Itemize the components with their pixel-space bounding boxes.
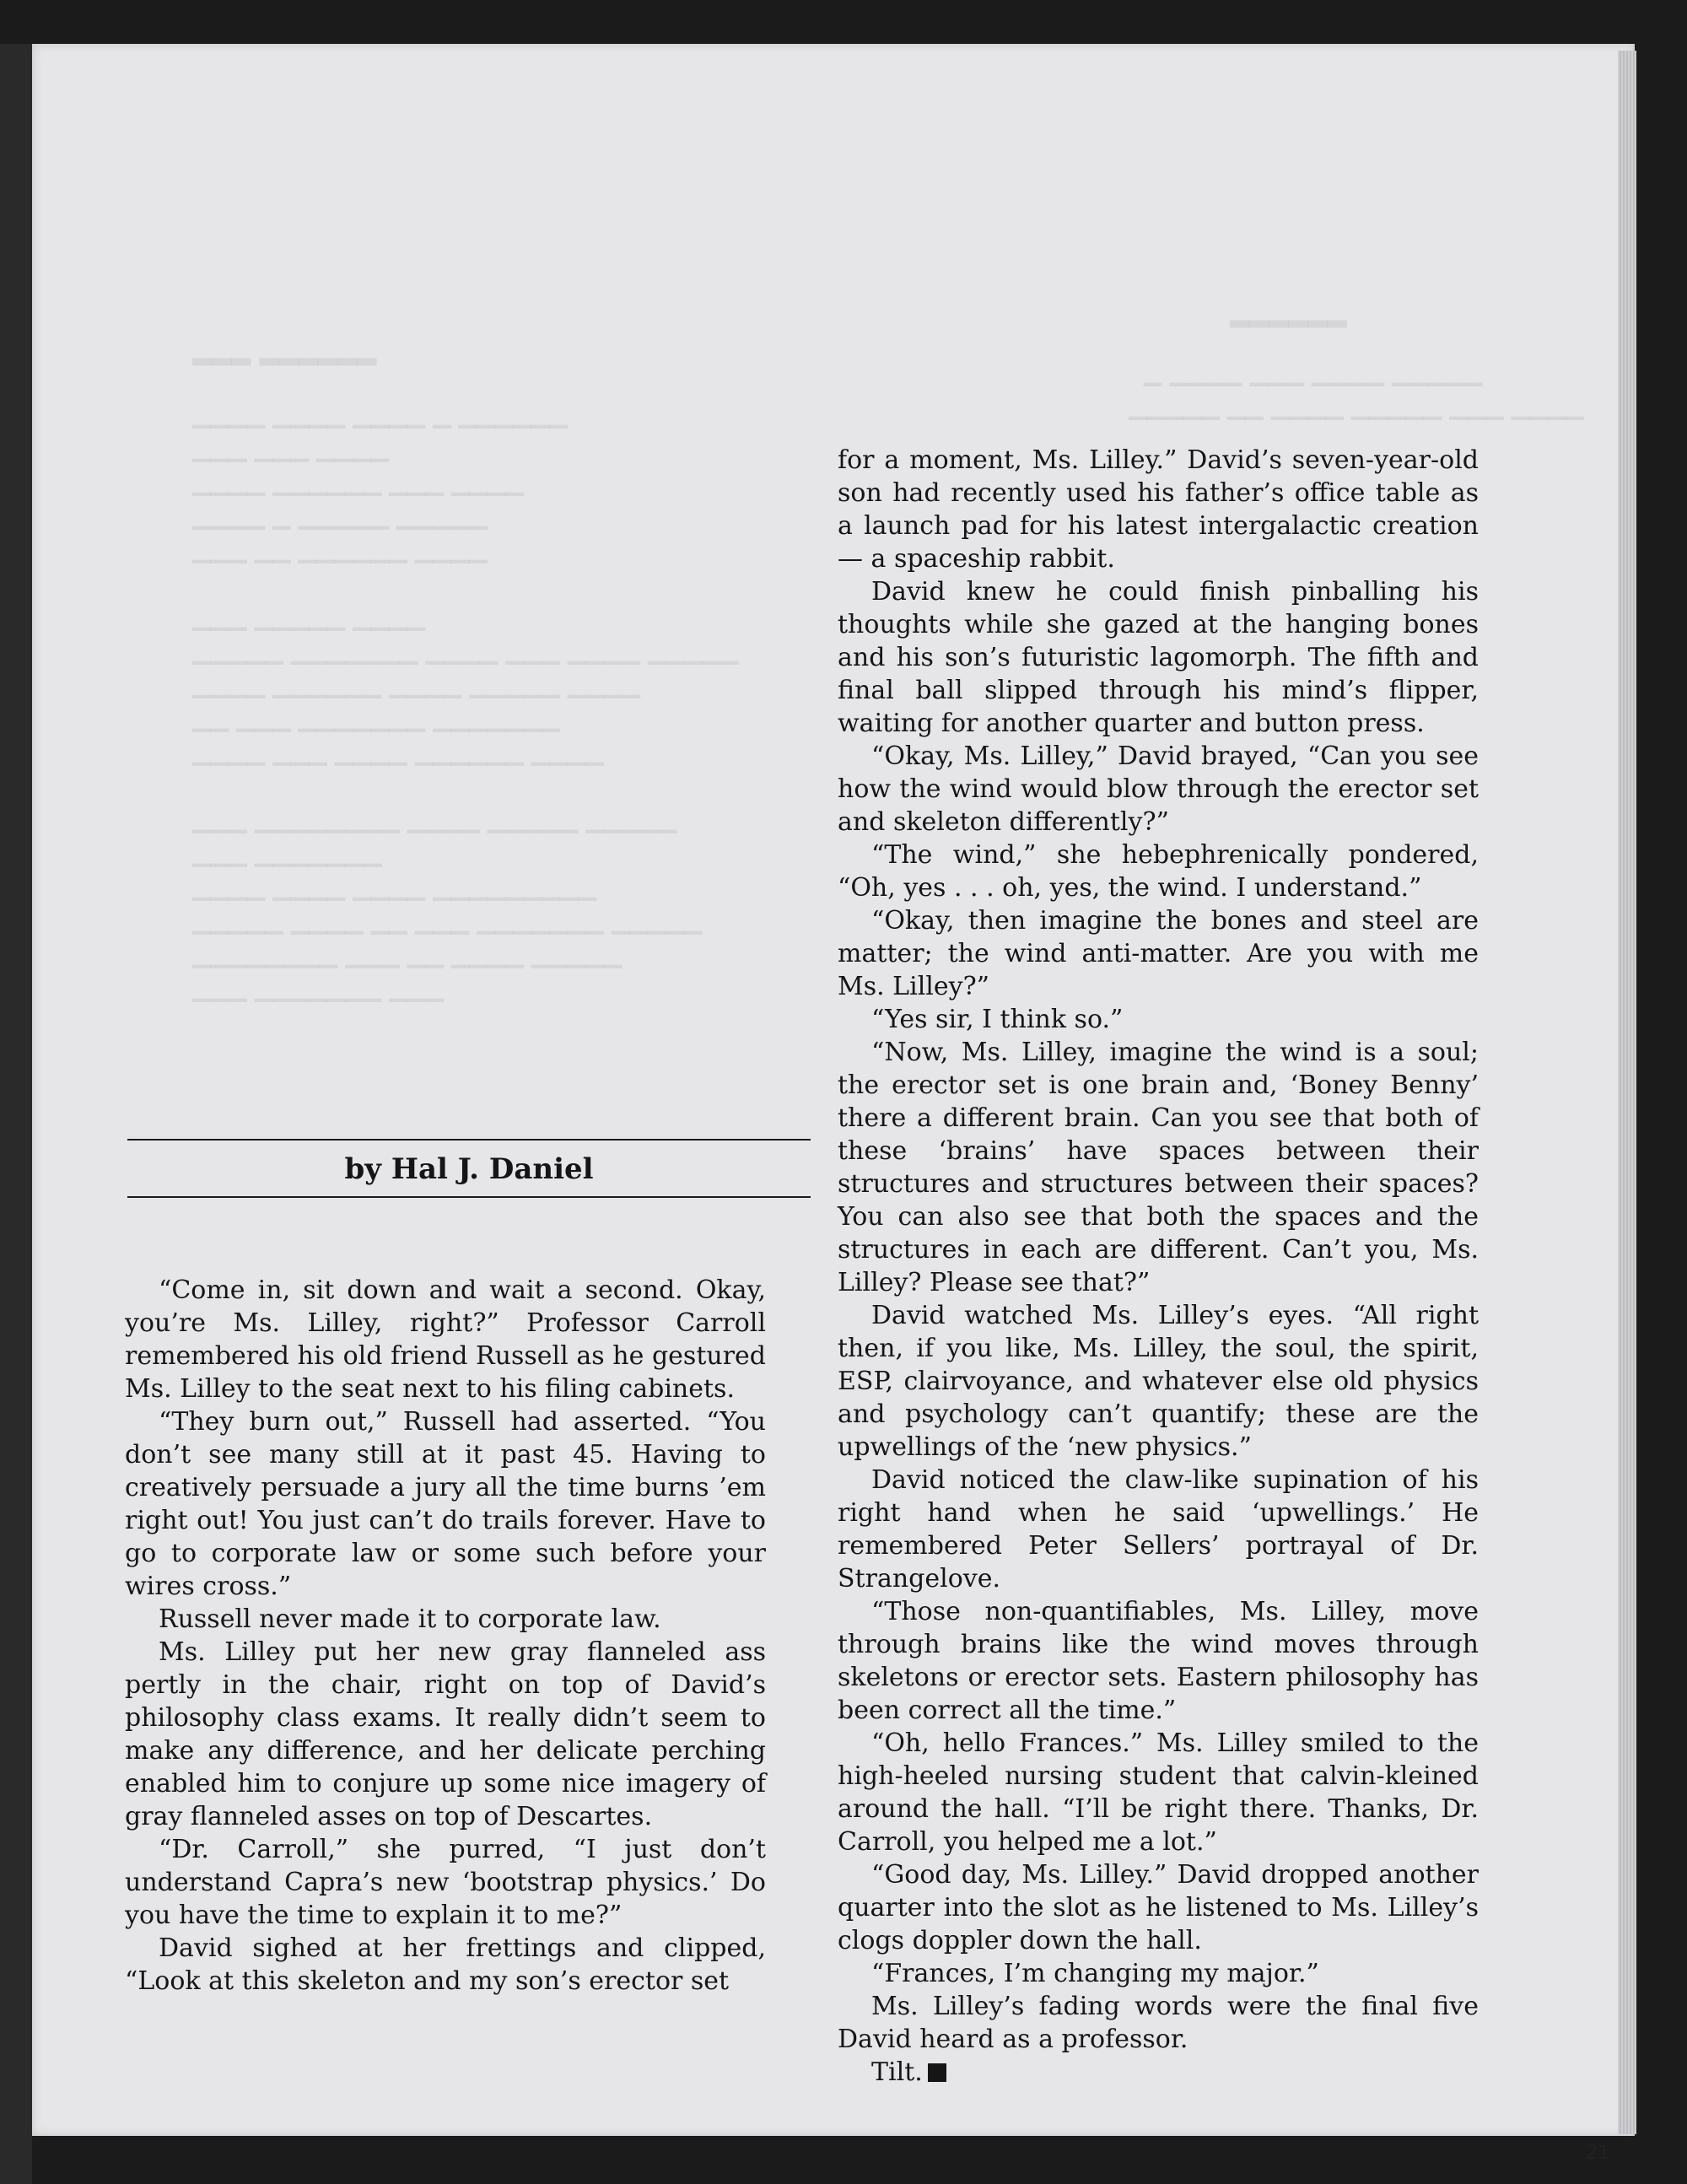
- paragraph: Ms. Lilley’s fading words were the final five David heard as a professor.: [838, 1992, 1479, 2054]
- bleed-through-text: ▁▁▁▁ ▁▁▁▁ ▁▁▁▁ ▁ ▁▁▁▁▁▁ ▁▁▁ ▁▁▁ ▁▁▁▁ ▁▁▁▁ ▁▁▁▁▁▁ ▁▁▁ ▁▁▁▁ ▁▁▁▁ ▁ ▁▁▁▁▁ ▁▁▁▁▁ ▁▁▁ ▁▁ ▁▁▁▁▁▁ ▁▁▁▁ ▁▁▁ ▁▁▁▁▁ ▁▁▁▁ ▁▁▁▁▁ ▁▁▁▁▁▁▁ ▁▁▁▁ ▁▁▁ ▁▁▁▁ ▁▁▁▁▁ ▁▁▁▁ ▁▁▁▁▁▁ ▁▁▁▁ ▁▁▁▁▁ ▁▁▁▁ ▁▁ ▁▁▁ ▁▁▁▁▁▁▁ ▁▁▁▁▁▁▁ ▁▁▁▁ ▁▁▁ ▁▁▁▁ ▁▁▁▁▁▁ ▁▁▁▁ ▁▁▁ ▁▁▁▁▁▁▁▁ ▁▁▁▁ ▁▁▁▁▁ ▁▁▁▁▁ ▁▁▁ ▁▁▁▁▁▁▁ ▁▁▁▁ ▁▁▁▁ ▁▁▁▁ ▁▁▁▁▁▁▁▁▁ ▁▁▁▁▁ ▁▁▁▁ ▁▁ ▁▁▁ ▁▁▁▁▁▁▁ ▁▁▁▁▁ ▁▁▁▁▁▁▁▁ ▁▁▁ ▁▁ ▁▁▁▁ ▁▁▁▁▁ ▁▁▁ ▁▁▁▁▁▁▁ ▁▁▁: [192, 401, 739, 1002]
- bottom-rule: [127, 1196, 811, 1198]
- paragraph: “Dr. Carroll,” she purred, “I just don’t understand Capra’s new ‘bootstrap physics.’ Do you have the time to explain it to me?”: [125, 1835, 766, 1930]
- paragraph: “Come in, sit down and wait a second. Okay, you’re Ms. Lilley, right?” Professor Carroll remembered his old friend Russell as he gestured Ms. Lilley to the seat next to his filing cabinets.: [125, 1275, 766, 1404]
- byline-block: [127, 1139, 811, 1198]
- paragraph: David sighed at her frettings and clipped, “Look at this skeleton and my son’s erector set: [125, 1933, 766, 1996]
- paragraph: “They burn out,” Russell had asserted. “You don’t see many still at it past 45. Having to creatively persuade a jury all the time burns ’em right out! You just can’t do trails forever. Have to go to corporate law or some such before your wires cross.”: [125, 1407, 766, 1601]
- paragraph: “Good day, Ms. Lilley.” David dropped another quarter into the slot as he listened to Ms. Lilley’s clogs doppler down the hall.: [838, 1860, 1479, 1955]
- end-mark-square-icon: [928, 2063, 946, 2082]
- paragraph: “The wind,” she hebephrenically pondered, “Oh, yes . . . oh, yes, the wind. I understand.”: [838, 840, 1479, 903]
- left-column: [125, 1274, 766, 1998]
- paragraph: David watched Ms. Lilley’s eyes. “All right then, if you like, Ms. Lilley, the soul, the spirit, ESP, clairvoyance, and whatever else old physics and psychology can’t quantify; these are the upwellings of the ‘new physics.”: [838, 1301, 1479, 1462]
- closing-paragraph: [838, 2056, 1479, 2089]
- byline: by Hal J. Daniel: [344, 1152, 594, 1186]
- paragraph-continued: for a moment, Ms. Lilley.” David’s seven-year-old son had recently used his father’s office table as a launch pad for his latest intergalactic creation — a spaceship rabbit.: [838, 445, 1479, 574]
- paragraph: “Oh, hello Frances.” Ms. Lilley smiled to the high-heeled nursing student that calvin-kleined around the hall. “I’ll be right there. Thanks, Dr. Carroll, you helped me a lot.”: [838, 1728, 1479, 1857]
- paragraph: Russell never made it to corporate law.: [159, 1604, 661, 1634]
- page-number: 21: [1586, 2143, 1609, 2164]
- paragraph: “Okay, then imagine the bones and steel are matter; the wind anti-matter. Are you with me Ms. Lilley?”: [838, 906, 1479, 1001]
- paragraph: “Those non-quantifiables, Ms. Lilley, move through brains like the wind moves through skeletons or erector sets. Eastern philosophy has been correct all the time.”: [838, 1597, 1479, 1725]
- paragraph: David noticed the claw-like supination of his right hand when he said ‘upwellings.’ He remembered Peter Sellers’ portrayal of Dr. Strangelove.: [838, 1465, 1479, 1594]
- paragraph: David knew he could finish pinballing his thoughts while she gazed at the hanging bones and his son’s futuristic lagomorph. The fifth and final ball slipped through his mind’s flipper, waiting for another quarter and button press.: [838, 577, 1479, 738]
- paragraph: “Frances, I’m changing my major.”: [871, 1959, 1319, 1988]
- paragraph: “Yes sir, I think so.”: [871, 1005, 1124, 1034]
- bleed-through-title: ▂▂▂ ▂▂▂▂▂▂: [192, 337, 377, 366]
- right-column: [838, 444, 1479, 2089]
- paragraph: “Now, Ms. Lilley, imagine the wind is a soul; the erector set is one brain and, ‘Boney Benny’ there a different brain. Can you see that both of these ‘brains’ have spaces between their structures and structures between their spaces? You can also see that both the spaces and the structures in each are different. Can’t you, Ms. Lilley? Please see that?”: [838, 1038, 1479, 1297]
- page-edges: [1618, 51, 1636, 2134]
- paragraph: “Okay, Ms. Lilley,” David brayed, “Can you see how the wind would blow through the erector set and skeleton differently?”: [838, 741, 1479, 837]
- magazine-page: [32, 44, 1635, 2164]
- bleed-through-text-right: ▁ ▁▁▁▁ ▁▁▁ ▁▁▁▁ ▁▁▁▁▁ ▁▁▁▁▁ ▁▁ ▁▁▁▁ ▁▁▁▁▁ ▁▁▁ ▁▁▁▁: [1129, 359, 1584, 420]
- bleed-through-title-right: ▂▂▂▂▂▂: [1230, 299, 1347, 328]
- paragraph: Ms. Lilley put her new gray flanneled ass pertly in the chair, right on top of David’s philosophy class exams. It really didn’t seem to make any difference, and her delicate perching enabled him to conjure up some nice imagery of gray flanneled asses on top of Descartes.: [125, 1637, 766, 1831]
- book-spine: [0, 44, 32, 2184]
- closing-word: Tilt.: [871, 2057, 923, 2087]
